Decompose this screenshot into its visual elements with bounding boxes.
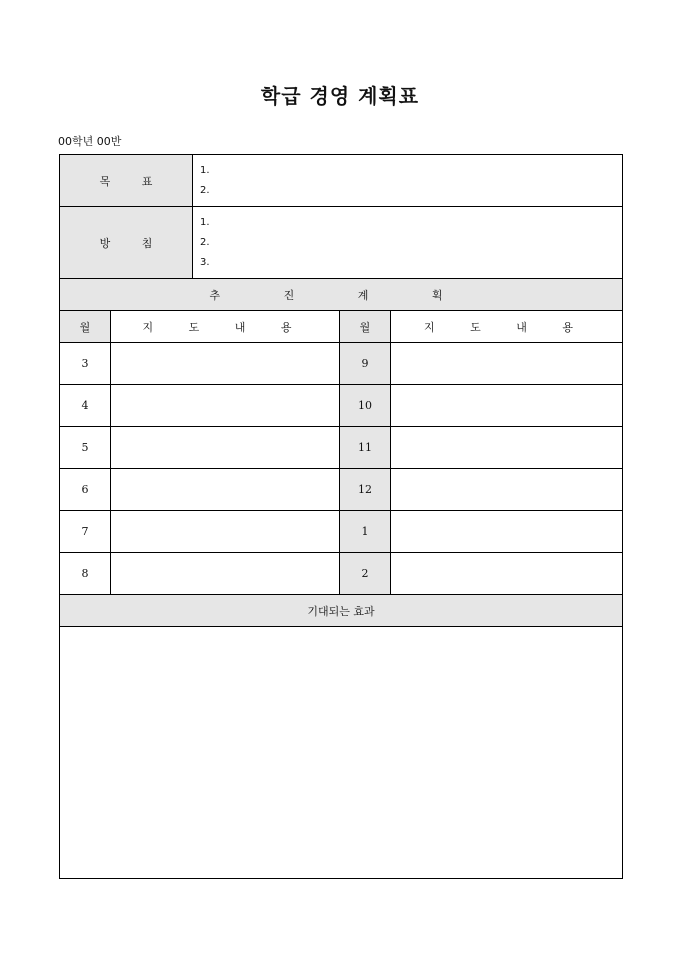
table-row <box>60 511 623 553</box>
goals-content[interactable] <box>193 155 623 207</box>
month-cell: 5 <box>60 427 111 469</box>
month-cell: 11 <box>340 427 391 469</box>
table-row <box>60 427 623 469</box>
content-cell[interactable] <box>111 469 340 511</box>
content-cell[interactable] <box>111 553 340 595</box>
policy-item: 1. <box>200 216 210 228</box>
content-header: 지 도 내 용 <box>391 311 623 343</box>
effect-header: 기대되는 효과 <box>60 595 623 627</box>
goals-label: 목 표 <box>60 155 193 207</box>
class-label: 00학년 00반 <box>58 135 122 148</box>
plan-header-row <box>60 279 623 311</box>
goals-row <box>60 155 623 207</box>
content-cell[interactable] <box>391 385 623 427</box>
content-cell[interactable] <box>391 469 623 511</box>
content-cell[interactable] <box>391 553 623 595</box>
month-cell: 10 <box>340 385 391 427</box>
month-cell: 3 <box>60 343 111 385</box>
content-cell[interactable] <box>111 427 340 469</box>
table-row <box>60 343 623 385</box>
month-cell: 8 <box>60 553 111 595</box>
goals-item: 2. <box>200 184 210 196</box>
policy-item: 3. <box>200 256 210 268</box>
effect-header-row <box>60 595 623 627</box>
plan-table <box>59 154 623 879</box>
content-cell[interactable] <box>111 385 340 427</box>
month-header: 월 <box>60 311 111 343</box>
content-cell[interactable] <box>391 343 623 385</box>
table-row <box>60 385 623 427</box>
policy-label: 방 침 <box>60 207 193 279</box>
content-cell[interactable] <box>111 511 340 553</box>
policy-content[interactable] <box>193 207 623 279</box>
page-title: 학급 경영 계획표 <box>260 84 420 108</box>
month-cell: 6 <box>60 469 111 511</box>
goals-item: 1. <box>200 164 210 176</box>
policy-item: 2. <box>200 236 210 248</box>
table-row <box>60 553 623 595</box>
month-cell: 7 <box>60 511 111 553</box>
month-cell: 9 <box>340 343 391 385</box>
month-cell: 2 <box>340 553 391 595</box>
content-cell[interactable] <box>111 343 340 385</box>
column-header-row <box>60 311 623 343</box>
content-cell[interactable] <box>391 427 623 469</box>
content-header: 지 도 내 용 <box>111 311 340 343</box>
month-cell: 12 <box>340 469 391 511</box>
table-row <box>60 469 623 511</box>
policy-row <box>60 207 623 279</box>
effect-content[interactable] <box>60 627 623 879</box>
plan-header: 추 진 계 획 <box>60 279 623 311</box>
month-cell: 1 <box>340 511 391 553</box>
effect-row <box>60 627 623 879</box>
content-cell[interactable] <box>391 511 623 553</box>
month-cell: 4 <box>60 385 111 427</box>
month-header: 월 <box>340 311 391 343</box>
